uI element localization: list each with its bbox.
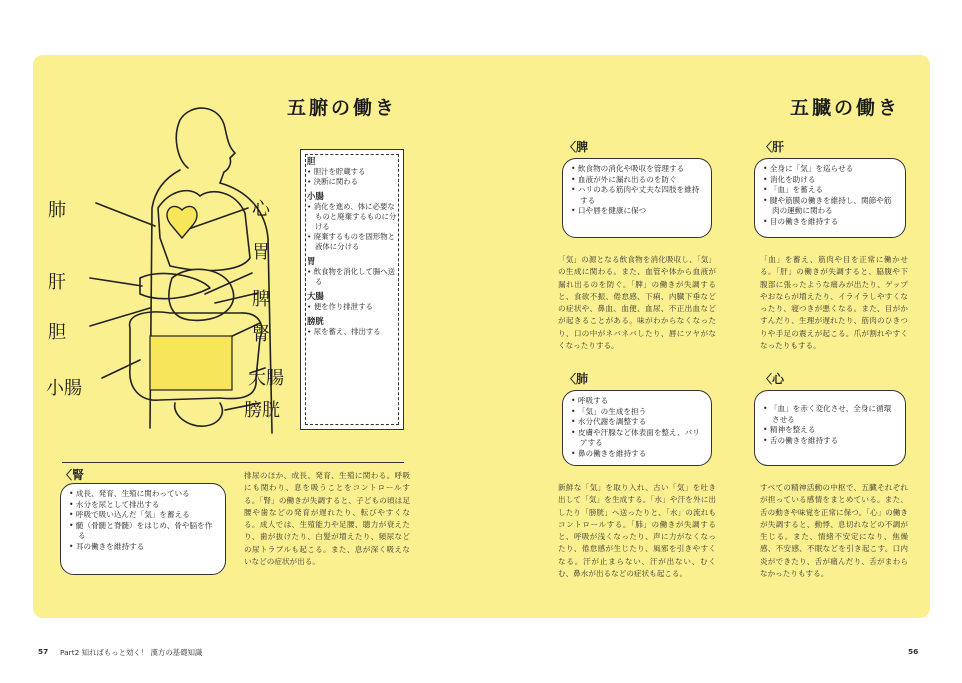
label-gallbladder: 胆: [48, 322, 66, 343]
list-item: • 水分代謝を調整する: [571, 417, 703, 428]
label-stomach: 胃: [252, 242, 270, 263]
legend-small-intestine: 小腸 • 消化を進め、体に必要なものと廃棄するものに分ける • 廃棄するものを固形物と液体に分ける: [307, 191, 397, 252]
list-item: • 「気」の生成を担う: [571, 407, 703, 418]
list-item: • ハリのある筋肉や丈夫な四肢を維持する: [571, 185, 703, 206]
right-page-title: 五臓の働き: [790, 97, 901, 119]
heart-text: すべての精神活動の中枢で、五臓それぞれが担っている感情をまとめている。また、舌の動きや味覚を正常に保つ。「心」の働きが失調すると、動悸、息切れなどの不調が生じる。また、情緒不安定になり、焦燥感、不安感、不眠などを引き起こす。口内炎ができたり、舌が痛んだり、舌がまわらなかったりもする。: [760, 483, 908, 579]
small-intestine-highlight: [150, 336, 232, 390]
heart-bubble: [754, 390, 906, 466]
list-item: • 口や唇を健康に保つ: [571, 206, 703, 217]
list-item: • 鼻の働きを維持する: [571, 449, 703, 460]
liver-text: 「血」を蓄え、筋肉や目を正常に働かせる。「肝」の働きが失調すると、脇腹や下腹部に張ったような痛みが出たり、ゲップやおならが増えたり、イライラしやすくなったり、寝つきが悪くなる。また、目がかすんだり、生理が遅れたり、筋肉のひきつりや手足の震えが起こる。爪が割れやすくなったりもする。: [760, 255, 908, 351]
label-liver: 肝: [48, 272, 66, 293]
list-item: • 便を作り排泄する: [307, 302, 397, 312]
lung-text: 新鮮な「気」を取り入れ、古い「気」を吐き出して「気」を生成する。「水」や汗を外に出したり「膀胱」へ送ったりと、「水」の流れもコントロールする。「肺」の働きが失調すると、呼吸が浅くなったり、声に力がなくなったり、倦怠感が生じたり、風邪を引きやすくなる。汗が止まらない、汗が出ない、むくむ、鼻水が出るなどの症状も起こる。: [558, 483, 716, 579]
list-item: • 舌の働きを維持する: [763, 436, 897, 447]
list-item: • 「血」を蓄える: [763, 185, 897, 196]
list-item: • 成長、発育、生殖に関わっている: [69, 489, 217, 500]
list-item: • 消化を助ける: [763, 175, 897, 186]
kidney-heading: 〈腎: [60, 468, 85, 482]
list-item: • 呼吸する: [571, 396, 703, 407]
right-page-number: 56: [908, 647, 919, 656]
spleen-bubble: [562, 158, 712, 238]
list-item: • 飲食物を消化して腸へ送る: [307, 267, 397, 287]
kidney-text: 排尿のほか、成長、発育、生殖に関わる。呼吸にも関わり、息を吸うことをコントロールする。「腎」の働きが失調すると、子どもの頃は足腰や歯などの発育が遅れたり、転びやすくなる。成人では、生殖能力や足腰、聴力が衰えたり、歯が抜けたり、白髪が増えたり、頻尿などの尿トラブルも起こる。また、息が深く吸えないなどの症状が出る。: [244, 471, 410, 567]
legend-stomach: 胃 • 飲食物を消化して腸へ送る: [307, 256, 397, 287]
list-item: • 決断に関わる: [307, 177, 397, 187]
heart-shape: [167, 206, 197, 238]
list-item: • 血液が外に漏れ出るのを防ぐ: [571, 175, 703, 186]
left-page-number: 57: [38, 647, 49, 656]
lung-bubble: [562, 390, 712, 466]
list-item: • 精神を整える: [763, 425, 897, 436]
label-lung: 肺: [48, 200, 66, 221]
legend-gallbladder: 胆 • 胆汁を貯蔵する • 決断に関わる: [307, 156, 397, 187]
list-item: • 目の働きを維持する: [763, 217, 897, 228]
legend-large-intestine: 大腸 • 便を作り排泄する: [307, 291, 397, 312]
label-bladder: 膀胱: [244, 400, 280, 421]
list-item: • 腱や筋膜の働きを維持し、関節や筋肉の運動に関わる: [763, 196, 897, 217]
list-item: • 髄（骨髄と脊髄）をはじめ、骨や脳を作る: [69, 521, 217, 542]
list-item: • 胆汁を貯蔵する: [307, 167, 397, 177]
list-item: • 耳の働きを維持する: [69, 542, 217, 553]
footer-part-text: Part2 知ればもっと効く！ 漢方の基礎知識: [60, 648, 203, 657]
fu-organs-legend: [300, 149, 404, 430]
list-item: • 廃棄するものを固形物と液体に分ける: [307, 232, 397, 252]
list-item: • 水分を尿として排出する: [69, 500, 217, 511]
section-divider: [62, 462, 404, 463]
list-item: • 消化を進め、体に必要なものと廃棄するものに分ける: [307, 202, 397, 232]
kidney-bubble: [60, 483, 226, 575]
heart-heading: 〈心: [760, 372, 785, 386]
list-item: • 全身に「気」を巡らせる: [763, 164, 897, 175]
label-small-intestine: 小腸: [46, 378, 82, 399]
list-item: • 皮膚や汗腺など体表面を整え、バリアする: [571, 428, 703, 449]
spleen-heading: 〈脾: [564, 140, 589, 154]
label-heart: 心: [252, 199, 270, 220]
list-item: • 飲食物の消化や吸収を管理する: [571, 164, 703, 175]
label-kidney: 腎: [252, 324, 270, 345]
lung-heading: 〈肺: [564, 372, 589, 386]
label-large-intestine: 大腸: [248, 368, 284, 389]
list-item: • 尿を蓄え、排出する: [307, 327, 397, 337]
left-page-title: 五腑の働き: [287, 97, 398, 119]
liver-heading: 〈肝: [760, 140, 785, 154]
liver-bubble: [754, 158, 906, 238]
list-item: • 呼吸で吸い込んだ「気」を蓄える: [69, 510, 217, 521]
legend-bladder: 膀胱 • 尿を蓄え、排出する: [307, 316, 397, 337]
spleen-text: 「気」の源となる飲食物を消化吸収し、「気」の生成に関わる。また、血管や体から血液が漏れ出るのを防ぐ。「脾」の働きが失調すると、食欲不振、倦怠感、下痢、内臓下垂などの症状や、鼻血、血便、血尿、不正出血などが起きることがある。味がわからなくなったり、口の中がネバネバしたり、唇にツヤがなくなったりする。: [558, 255, 716, 351]
label-spleen: 脾: [252, 289, 270, 310]
list-item: • 「血」を赤く変化させ、全身に循環させる: [763, 404, 897, 425]
